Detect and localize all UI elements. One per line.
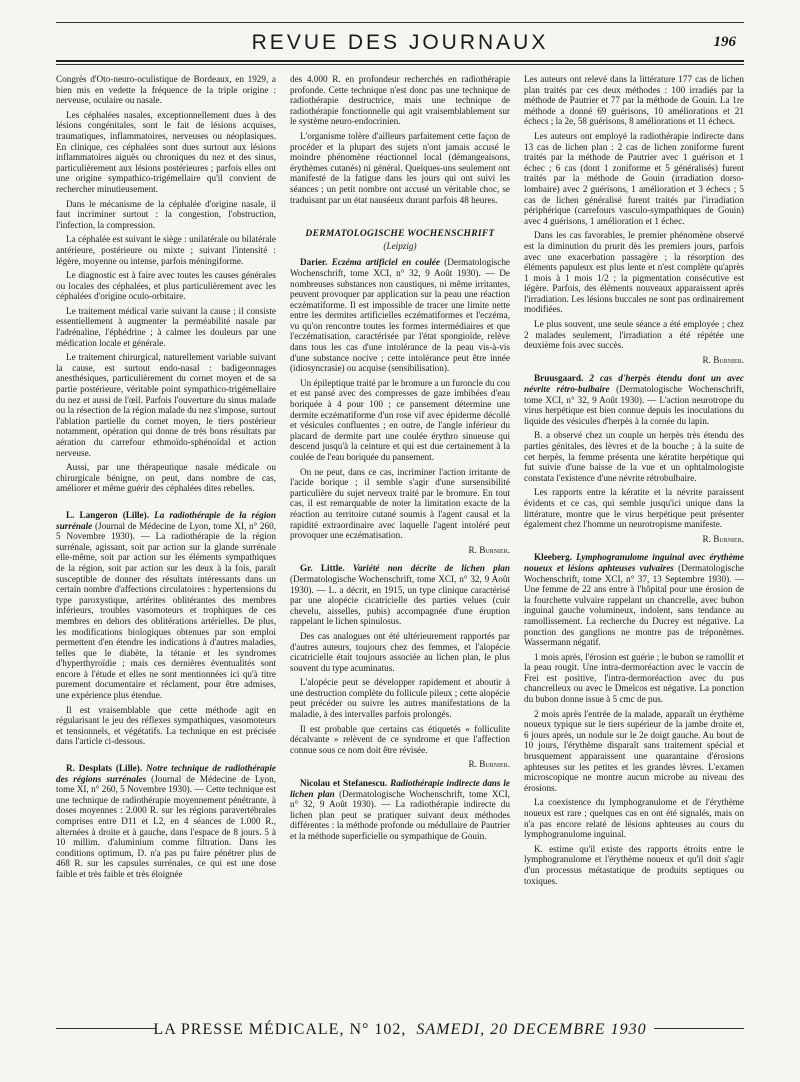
paragraph: Il est probable que certains cas étiquetés « folliculite décalvante » relèvent de ce syndrome et que l'affection connue sous ce nom doit être révisée. [290, 723, 510, 755]
paragraph: La céphalée est suivant le siège : unilatérale ou bilatérale antérieure, postérieure ou mixte ; suivant l'intensité : légère, moyenne ou intense, parfois méningiforme. [56, 234, 276, 266]
article-signature: R. Burnier. [702, 354, 744, 365]
paragraph: 2 mois après l'entrée de la malade, apparaît un érythème noueux typique sur le tiers supérieur de la jambe droite et, 6 jours après, un nodule sur le 2e doigt gauche. Au bout de 10 jours, l'érythème disparaît sans traitement spécial et brusquement apparaissent une quarantaine d'érosions aphteuses sur les petites et les grandes lèvres. L'examen microscopique ne montre aucun microbe au niveau des érosions. [524, 708, 744, 793]
paragraph: Les céphalées nasales, exceptionnellement dues à des lésions congénitales, sont le fait de lésions acquises, traumatiques, inflammatoires, nerveuses ou néoplasiques. En clinique, ces céphalées sont dues surtout aux lésions inflammatoires aiguës ou chroniques du nez et des sinus, particulièrement aux lésions postérieures ; parfois elles ont une origine sympathico-trigémellaire qu'il convient de rechercher minutieusement. [56, 109, 276, 194]
page-footer [56, 1020, 744, 1040]
source-journal-city: (Leipzig) [383, 240, 417, 251]
paragraph: B. a observé chez un couple un herpès très étendu des parties génitales, des lèvres et de la bouche ; à la suite de cet herpès, la femme présenta une kératite herpétique qui fut suivie d'une baisse de la vue et un ophtalmologiste constata l'existence d'une névrite rétrobulbaire. [524, 430, 744, 483]
column-2 [290, 74, 510, 1024]
paragraph: Il est vraisemblable que cette méthode agit en régularisant le jeu des réflexes sympathiques, vasomoteurs et tensionnels, et végétatifs. La technique en est précisée dans l'article ci-dessous. [56, 704, 276, 747]
article-paragraph [524, 373, 744, 426]
paragraph: L'alopécie peut se développer rapidement et aboutir à une destruction complète du follicule pileux ; cette alopécie peut précéder ou suivre les autres manifestations de la maladie, à des intervalles parfois prolongés. [290, 677, 510, 720]
paragraph: On ne peut, dans ce cas, incriminer l'action irritante de l'acide borique ; il semble s'agir d'une sursensibilité particulière du sujet nerveux traité par le bromure. En tout cas, il est remarquable de noter la limitation exacte de la réaction au territoire cutané soumis à l'agent causal et la rapidité extraordinaire avec laquelle l'agent intoléré peut provoquer une eczématisation. [290, 466, 510, 541]
article-title: Radiothérapie indirecte dans le lichen plan [290, 778, 510, 799]
article-body: (Dermatologische Wochenschrift, tome XCI, n° 37, 13 Septembre 1930). — Une femme de 22 ans entre à l'hôpital pour une érosion de la fourchette vulvaire rappelant un chancrelle, avec bubon inguinal gauche volumineux, indolent, sans tendance au ramollissement. La recherche du Ducrey est négative. La ponction des ganglions ne montre pas de tréponèmes. Wassermann négatif. [524, 562, 744, 648]
paragraph: Dans le mécanisme de la céphalée d'origine nasale, il faut incriminer surtout : la congestion, l'obstruction, l'infection, la compression. [56, 198, 276, 230]
article-signature: R. Burnier. [468, 544, 510, 555]
paragraph: Le traitement médical varie suivant la cause ; il consiste essentiellement à augmenter la perméabilité nasale par l'adrénaline, l'éphédrine ; à calmer les douleurs par une médication locale et générale. [56, 305, 276, 348]
footer-date: SAMEDI, 20 DECEMBRE 1930 [416, 1021, 647, 1038]
paragraph: Le plus souvent, une seule séance a été employée ; chez 2 malades seulement, l'irradiation a été répétée une deuxième fois avec succès. [524, 319, 744, 351]
paragraph: 1 mois après, l'érosion est guérie ; le bubon se ramollit et la peau rougit. Une intra-dermoréaction avec le vaccin de Frei est positive, l'intra-dermoréaction avec du pus chancrelleux ou avec le Dmelcos est négative. La ponction du bubon donne issue à 5 cmc de pus. [524, 651, 744, 705]
article-title: 2 cas d'herpès étendu dont un avec névrite rétro-bulbaire [524, 373, 744, 395]
source-journal-title: DERMATOLOGISCHE WOCHENSCHRIFT [305, 229, 495, 240]
article-paragraph [290, 257, 510, 374]
column-3 [524, 74, 744, 1024]
header-rule-thick [56, 60, 744, 62]
article-paragraph [56, 510, 276, 701]
article-body: (Journal de Médecine de Lyon, tome XI, n° 260, 5 Novembre 1930). — La radiothérapie de la région surrénale, agissant, soit par action sur la glande surrénale elle-même, soit par action sur les éléments sympathiques de la région, soit par action sur les deux à la fois, paraît susceptible de donner des résultats intéressants dans un certain nombre d'affections circulatoires : hypertensions du type paroxystique, artérites oblitérantes des membres inférieurs, troubles vasomoteurs et trophiques de ces membres en dehors des oblitérations artérielles. De plus, les modifications biologiques obtenues par son emploi permettent d'en étendre les indications à d'autres maladies, telles que le diabète, la tétanie et les syndromes d'hyperthyroïdie ; mais ces dernières éventualités sont encore à l'étude et elles ne sont mentionnées ici qu'à titre purement documentaire et réclament, pour être admises, une expérience plus étendue. [56, 520, 276, 701]
journal-section-title: REVUE DES JOURNAUX [251, 31, 549, 54]
article-author: Kleeberg. [534, 552, 573, 563]
header-rule-top [56, 22, 744, 23]
header-rule-bottom [56, 64, 744, 65]
paragraph: Les auteurs ont relevé dans la littérature 177 cas de lichen plan traités par ces deux méthodes : 100 irradiés par la méthode de Pautrier et 77 par la méthode de Gouin. La 1re méthode a donné 69 guérisons, 10 améliorations et 21 échecs ; la 2e, 58 guérisons, 8 améliorations et 11 échecs. [524, 74, 744, 127]
paragraph: Le traitement chirurgical, naturellement variable suivant la cause, est surtout endo-nasal : badigeonnages anesthésiques, particulièrement du cornet moyen et de sa partie postérieure, véritable point sympathico-trigémellaire du nez et aussi de l'œil. Parfois l'ouverture du sinus malade ou la résection de la région malade du nez s'impose, surtout l'ablation partielle du cornet moyen, le tiers postérieur notamment, opération qui donne de très bons résultats par aération du carrefour ethmoïdo-sphénoïdal et action nerveuse. [56, 352, 276, 458]
article-author: Darier. [300, 257, 328, 268]
article-body: (Dermatologische Wochenschrift, tome XCI, n° 32, 9 Août 1930). — De nombreuses substances non caustiques, ni même irritantes, peuvent provoquer par application sur la peau une réaction eczématiforme. Il est impossible de tracer une limite nette entre les dermites artificielles eczématiformes et l'eczéma, vu qu'on rencontre toutes les formes intermédiaires et que l'eczématisation, caractérisée par l'état spongioïde, relève dans tous les cas d'une intolérance de la peau vis-à-vis d'une substance nocive ; cette intolérance peut être innée (idiosyncrasie) ou acquise (sensibilisation). [290, 257, 510, 374]
article-title: La radiothérapie de la région surrénale [56, 509, 276, 531]
paragraph: K. estime qu'il existe des rapports étroits entre le lymphogranulome et l'érythème noueux et qu'il doit s'agir d'un processus métastatique de produits septiques ou toxiques. [524, 843, 744, 886]
article-body: (Journal de Médecine de Lyon, tome XI, n° 260, 5 Novembre 1930). — Cette technique est une technique de radiothérapie moyennement pénétrante, à doses moyennes : 2.000 R. sur les régions paravertébrales comprises entre D11 et L2, en 4 séances de 1.000 R., alternées à droite et à gauche, dans l'espace de 8 jours. 5 à 10 millim. d'aluminium comme filtration. Dans les conditions optimum, D. n'a pas pu faire pénétrer plus de 468 R. sur les capsules surrénales, ce qui est une dose faible et très faible et très éloignée [56, 773, 276, 879]
paragraph: Des cas analogues ont été ultérieurement rapportés par d'autres auteurs, toujours chez des femmes, et l'alopécie cicatricielle était toujours associée au lichen plan, le plus souvent du type acuminatus. [290, 630, 510, 673]
paragraph: Le diagnostic est à faire avec toutes les causes générales ou locales des céphalées, et plus particulièrement avec les céphalées d'origine oculo-orbitaire. [56, 270, 276, 302]
article-author: Nicolau et Stefanescu. [300, 778, 388, 789]
paragraph: des 4.000 R. en profondeur recherchés en radiothérapie profonde. Cette technique n'est donc pas une technique de radiothérapie destructrice, mais une technique de radiothérapie fonctionnelle qui agit vraisemblablement sur le système neuro-endocrinien. [290, 74, 510, 127]
article-title: Eczéma artificiel en coulée [331, 257, 440, 268]
article-body: (Dermatologische Wochenschrift, tome XCI, n° 32, 9 Août 1930). — L. a décrit, en 1915, un type clinique caractérisé par une alopécie cicatricielle des parties velues (cuir chevelu, aisselles, pubis) accompagnée d'une éruption rappelant le lichen spinulosus. [290, 573, 510, 627]
page-number: 196 [713, 34, 736, 50]
article-title: Lymphogranulome inguinal avec érythème noueux et lésions aphteuses vulvaires [524, 552, 744, 573]
article-paragraph [524, 552, 744, 647]
article-paragraph [56, 763, 276, 880]
article-signature: R. Burnier. [702, 533, 744, 544]
paragraph: Congrès d'Oto-neuro-oculistique de Bordeaux, en 1929, a bien mis en vedette la fréquence de la triple origine : nerveuse, oculaire ou nasale. [56, 74, 276, 106]
article-author: L. Langeron (Lille). [66, 509, 149, 520]
article-author: R. Desplats (Lille). [66, 763, 143, 774]
paragraph: Un épileptique traité par le bromure a un furoncle du cou et est pansé avec des compresses de gaze imbibées d'eau boriquée à 4 pour 100 ; ce pansement détermine une dermite eczématiforme d'un rose vif avec épiderme décollé et vésicules confluentes ; en outre, de l'angle inférieur du placard de dermite part une coulée érythro sinueuse qui descend jusqu'à la ceinture et qui est due certainement à la coulée de l'eau boriquée du pansement. [290, 377, 510, 462]
paragraph: Les rapports entre la kératite et la névrite paraissent évidents et ce cas, qui semble jusqu'ici unique dans la littérature, montre que le virus herpétique peut présenter également chez l'homme un neurotropisme manifeste. [524, 487, 744, 530]
article-body: (Dermatologische Wochenschrift, tome XCI, n° 32, 9 Août 1930). — L'action neurotrope du virus herpétique est bien connue depuis les inoculations du liquide des vésicules d'herpès à la cornée du lapin. [524, 384, 744, 426]
paragraph: L'organisme tolère d'ailleurs parfaitement cette façon de procéder et la plupart des sujets n'ont jamais accusé le moindre phénomène réactionnel local (démangeaisons, érythèmes cutanés) ni général. Quelques-uns seulement ont manifesté de la fatigue dans les jours qui ont suivi les séances ; un petit nombre ont accusé un véritable choc, se traduisant par un état nauséeux durant parfois 48 heures. [290, 130, 510, 205]
column-1 [56, 74, 276, 1024]
article-signature: R. Burnier. [468, 759, 510, 770]
paragraph: Dans les cas favorables, le premier phénomène observé est la diminution du prurit dès les premiers jours, parfois avec une exacerbation passagère ; la résorption des éléments papuleux est plus lente et n'est complète qu'après 1 mois à 1 mois 1/2 ; la pigmentation consécutive est légère. Parfois, des éléments nouveaux apparaissent après l'irradiation. Les lésions buccales ne sont pas ordinairement modifiées. [524, 230, 744, 315]
article-title: Variété non décrite de lichen plan [352, 563, 510, 574]
article-title: Notre technique de radiothérapie des régions surrénales [56, 763, 276, 784]
article-paragraph [290, 563, 510, 627]
article-author: Bruusgaard. [534, 373, 584, 384]
paragraph: Les auteurs ont employé la radiothérapie indirecte dans 13 cas de lichen plan : 2 cas de lichen zoniforme furent traités par la méthode de Pautrier avec 1 guérison et 1 échec ; 6 cas (dont 1 zoniforme et 5 généralisés) furent traités par la méthode de Gouin (irradiation dorso-lombaire) avec 2 guérisons, 1 amélioration et 3 échecs ; 5 cas de lichen généralisé furent traités par l'irradiation périphérique (carrefours vasculo-sympathiques de Gouin) avec 4 guérisons, 1 amélioration et 1 échec. [524, 130, 744, 226]
article-body: (Dermatologische Wochenschrift, tome XCI, n° 32, 9 Août 1930). — La radiothérapie indirecte du lichen plan peut se pratiquer suivant deux méthodes différentes : la méthode profonde ou médullaire de Pautrier et la méthode superficielle ou sympathique de Gouin. [290, 788, 510, 841]
paragraph: Aussi, par une thérapeutique nasale médicale ou chirurgicale bénigne, on peut, dans nombre de cas, améliorer et même guérir des céphalées dites rebelles. [56, 462, 276, 494]
article-paragraph [290, 778, 510, 842]
article-author: Gr. Little. [300, 563, 345, 574]
paragraph: La coexistence du lymphogranulome et de l'érythème noueux est rare ; quelques cas en ont été signalés, mais on n'a pas encore relaté de lésions aphteuses au cours du lymphogranulome inguinal. [524, 797, 744, 840]
footer-journal-name: LA PRESSE MÉDICALE, N° 102, [153, 1021, 407, 1038]
page-header [56, 28, 744, 58]
article-columns [56, 74, 744, 1024]
